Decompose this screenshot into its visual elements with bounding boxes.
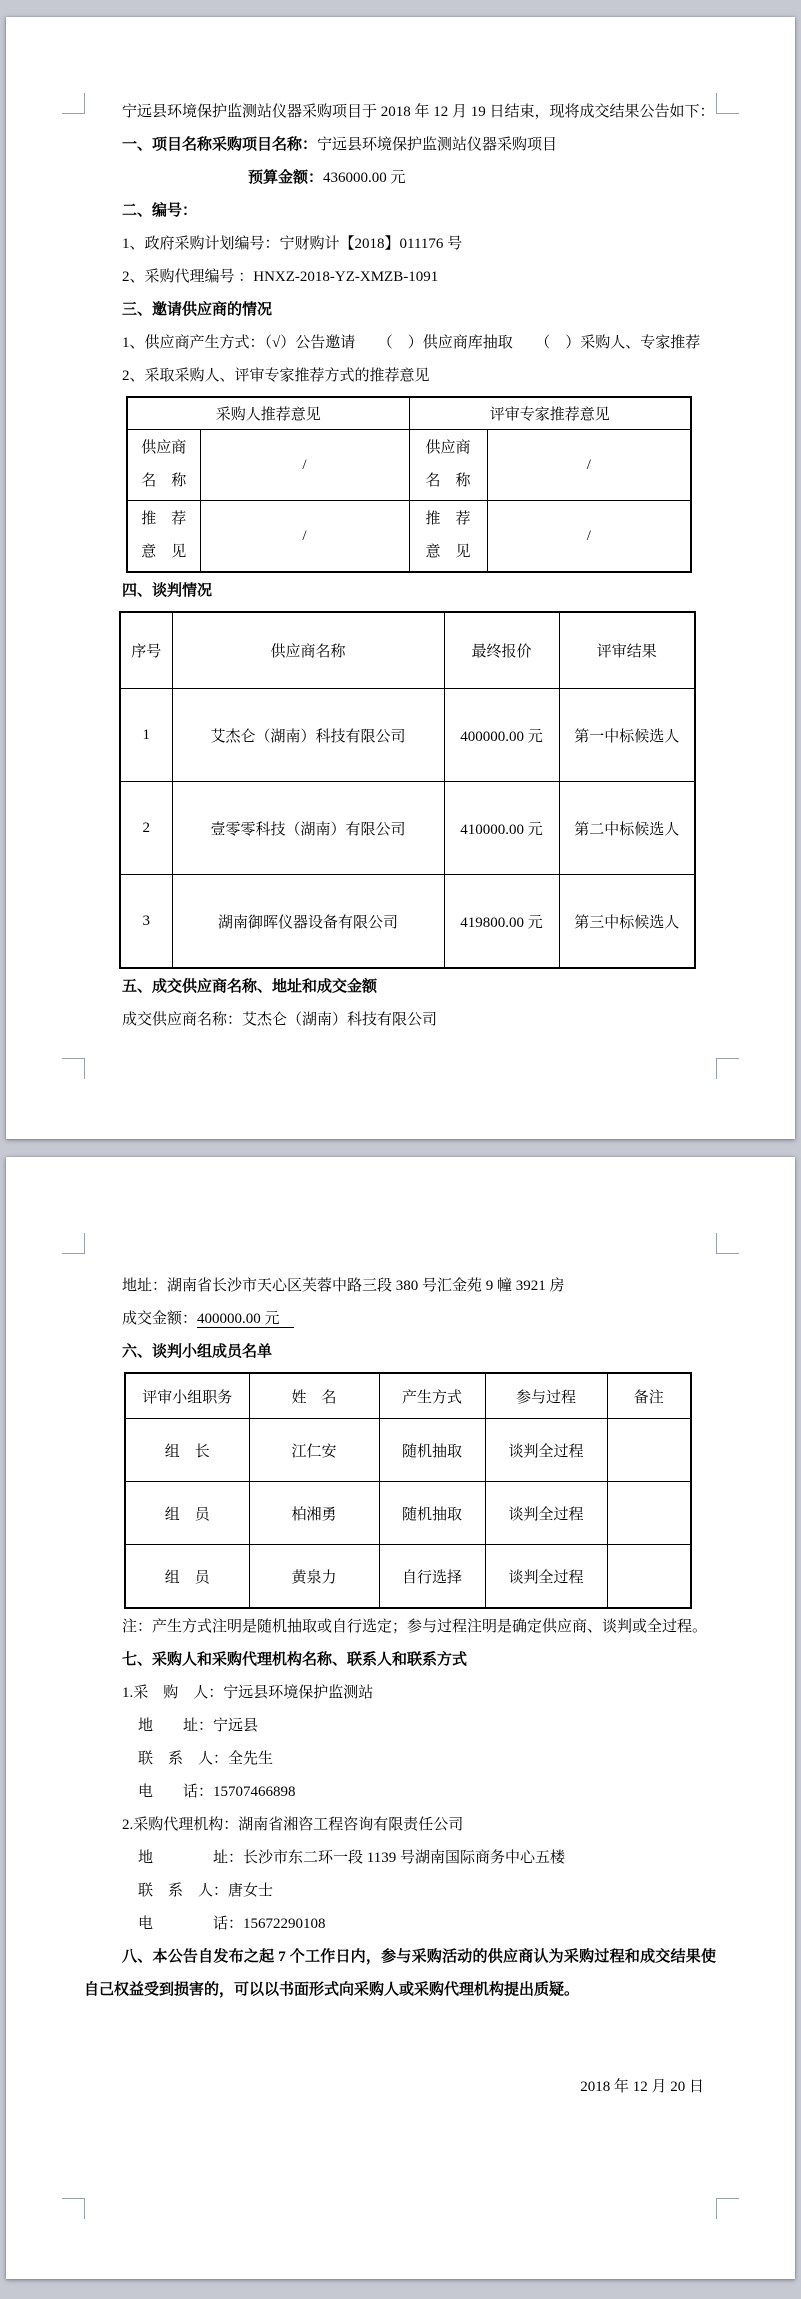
label-line: 供应商: [425, 440, 471, 456]
agent-address-line: 地 址：长沙市东二环一段 1139 号湖南国际商务中心五楼: [138, 1850, 565, 1866]
header-seq: 序号: [120, 612, 172, 689]
margin-mark-bottom-left-icon: [62, 1058, 85, 1079]
panel-member-table: [124, 1372, 692, 1609]
label-line: 名 称: [141, 473, 187, 489]
table-row: [120, 782, 695, 875]
agent-name-line: 2.采购代理机构：湖南省湘咨工程咨询有限责任公司: [122, 1817, 464, 1833]
label-line: 名 称: [425, 473, 471, 489]
section-1-label: 一、项目名称采购项目名称：: [122, 137, 318, 153]
name-cell: 江仁安: [249, 1419, 379, 1482]
supplier-cell: 壹零零科技（湖南）有限公司: [172, 782, 444, 875]
table-header-row: [127, 397, 691, 430]
negotiation-table: [119, 611, 696, 969]
budget-label: 预算金额：: [248, 170, 324, 186]
margin-mark-top-left-icon: [62, 93, 85, 114]
remark-cell: [607, 1545, 691, 1609]
value-cell: /: [200, 430, 409, 501]
header-review-result: 评审结果: [559, 612, 695, 689]
table-row: [120, 689, 695, 782]
section-7-heading: 七、采购人和采购代理机构名称、联系人和联系方式: [122, 1652, 468, 1668]
budget-line: [84, 162, 716, 195]
value-cell: /: [487, 430, 691, 501]
table-row: [125, 1545, 691, 1609]
buyer-phone-line: 电 话：15707466898: [138, 1784, 296, 1800]
participation-cell: 谈判全过程: [485, 1419, 607, 1482]
header-expert-opinion: 评审专家推荐意见: [409, 397, 691, 430]
plan-number-line: 1、政府采购计划编号：宁财购计【2018】011176 号: [122, 236, 463, 252]
margin-mark-bottom-right-icon: [716, 1058, 739, 1079]
deal-amount-label: 成交金额：: [122, 1311, 198, 1327]
label-line: 推 荐: [425, 511, 471, 527]
winner-line: 成交供应商名称：艾杰仑（湖南）科技有限公司: [122, 1012, 438, 1028]
label-cell: [409, 430, 487, 501]
project-name-value: 宁远县环境保护监测站仪器采购项目: [317, 137, 558, 153]
label-cell: [409, 501, 487, 573]
value-cell: /: [487, 501, 691, 573]
remark-cell: [607, 1482, 691, 1545]
seq-cell: 1: [120, 689, 172, 782]
budget-value: 436000.00 元: [323, 170, 406, 186]
section-1-heading: [84, 129, 716, 162]
seq-cell: 2: [120, 782, 172, 875]
section-6-heading: 六、谈判小组成员名单: [122, 1344, 273, 1360]
margin-mark-top-left-icon: [62, 1233, 85, 1254]
section-3-heading: 三、邀请供应商的情况: [122, 302, 273, 318]
announcement-date: 2018 年 12 月 20 日: [580, 2079, 704, 2095]
section-4-heading: 四、谈判情况: [122, 583, 213, 599]
buyer-contact-line: 联 系 人：全先生: [138, 1751, 274, 1767]
buyer-name-line: 1.采 购 人：宁远县环境保护监测站: [122, 1685, 374, 1701]
price-cell: 410000.00 元: [444, 782, 559, 875]
result-cell: 第二中标候选人: [559, 782, 695, 875]
result-cell: 第三中标候选人: [559, 875, 695, 969]
value-cell: /: [200, 501, 409, 573]
deal-amount-line: [84, 1303, 716, 1336]
name-cell: 黄泉力: [249, 1545, 379, 1609]
header-final-price: 最终报价: [444, 612, 559, 689]
agent-contact-line: 联 系 人：唐女士: [138, 1883, 274, 1899]
section-2-heading: 二、编号：: [122, 203, 198, 219]
winner-address-line: 地址：湖南省长沙市天心区芙蓉中路三段 380 号汇金苑 9 幢 3921 房: [122, 1278, 565, 1294]
price-cell: 419800.00 元: [444, 875, 559, 969]
remark-cell: [607, 1419, 691, 1482]
margin-mark-bottom-right-icon: [716, 2198, 739, 2219]
header-role: 评审小组职务: [125, 1373, 249, 1419]
page-2-content: [84, 1270, 716, 2104]
agent-phone-line: 电 话：15672290108: [138, 1916, 326, 1932]
header-participation: 参与过程: [485, 1373, 607, 1419]
result-cell: 第一中标候选人: [559, 689, 695, 782]
label-cell: [127, 430, 200, 501]
section-5-heading: 五、成交供应商名称、地址和成交金额: [122, 979, 378, 995]
label-line: 供应商: [141, 440, 187, 456]
table-header-row: [125, 1373, 691, 1419]
table-row: [120, 875, 695, 969]
header-supplier: 供应商名称: [172, 612, 444, 689]
table-row: [127, 430, 691, 501]
header-buyer-opinion: 采购人推荐意见: [127, 397, 409, 430]
label-line: 意 见: [141, 544, 187, 560]
margin-mark-top-right-icon: [716, 1233, 739, 1254]
page-1-content: [84, 96, 716, 1037]
recommend-line: 2、采取采购人、评审专家推荐方式的推荐意见: [122, 368, 430, 384]
role-cell: 组 长: [125, 1419, 249, 1482]
page-2: [6, 1157, 795, 2279]
section-8-paragraph: 八、本公告自发布之起 7 个工作日内，参与采购活动的供应商认为采购过程和成交结果使自己权益受到损害的，可以以书面形式向采购人或采购代理机构提出质疑。: [84, 1949, 716, 1998]
name-cell: 柏湘勇: [249, 1482, 379, 1545]
supplier-cell: 湖南御晖仪器设备有限公司: [172, 875, 444, 969]
participation-cell: 谈判全过程: [485, 1482, 607, 1545]
agency-number-line: 2、采购代理编号 ：HNXZ-2018-YZ-XMZB-1091: [122, 269, 439, 285]
supplier-cell: 艾杰仑（湖南）科技有限公司: [172, 689, 444, 782]
table-note: 注：产生方式注明是随机抽取或自行选定；参与过程注明是确定供应商、谈判或全过程。: [122, 1619, 708, 1635]
label-line: 推 荐: [141, 511, 187, 527]
method-cell: 随机抽取: [379, 1419, 485, 1482]
table-header-row: [120, 612, 695, 689]
supplier-method-line: 1、供应商产生方式：（√）公告邀请 （ ）供应商库抽取 （ ）采购人、专家推荐: [122, 335, 701, 351]
method-cell: 随机抽取: [379, 1482, 485, 1545]
participation-cell: 谈判全过程: [485, 1545, 607, 1609]
page-1: [6, 17, 795, 1139]
header-name: 姓 名: [249, 1373, 379, 1419]
margin-mark-bottom-left-icon: [62, 2198, 85, 2219]
recommend-opinion-table: [126, 396, 692, 573]
table-row: [127, 501, 691, 573]
deal-amount-value: 400000.00 元: [197, 1311, 294, 1328]
label-cell: [127, 501, 200, 573]
table-row: [125, 1419, 691, 1482]
header-remark: 备注: [607, 1373, 691, 1419]
intro-paragraph: 宁远县环境保护监测站仪器采购项目于 2018 年 12 月 19 日结束，现将成交结果公告如下：: [122, 104, 715, 120]
label-line: 意 见: [425, 544, 471, 560]
price-cell: 400000.00 元: [444, 689, 559, 782]
buyer-address-line: 地 址：宁远县: [138, 1718, 259, 1734]
seq-cell: 3: [120, 875, 172, 969]
margin-mark-top-right-icon: [716, 93, 739, 114]
role-cell: 组 员: [125, 1545, 249, 1609]
role-cell: 组 员: [125, 1482, 249, 1545]
header-selection-method: 产生方式: [379, 1373, 485, 1419]
method-cell: 自行选择: [379, 1545, 485, 1609]
table-row: [125, 1482, 691, 1545]
